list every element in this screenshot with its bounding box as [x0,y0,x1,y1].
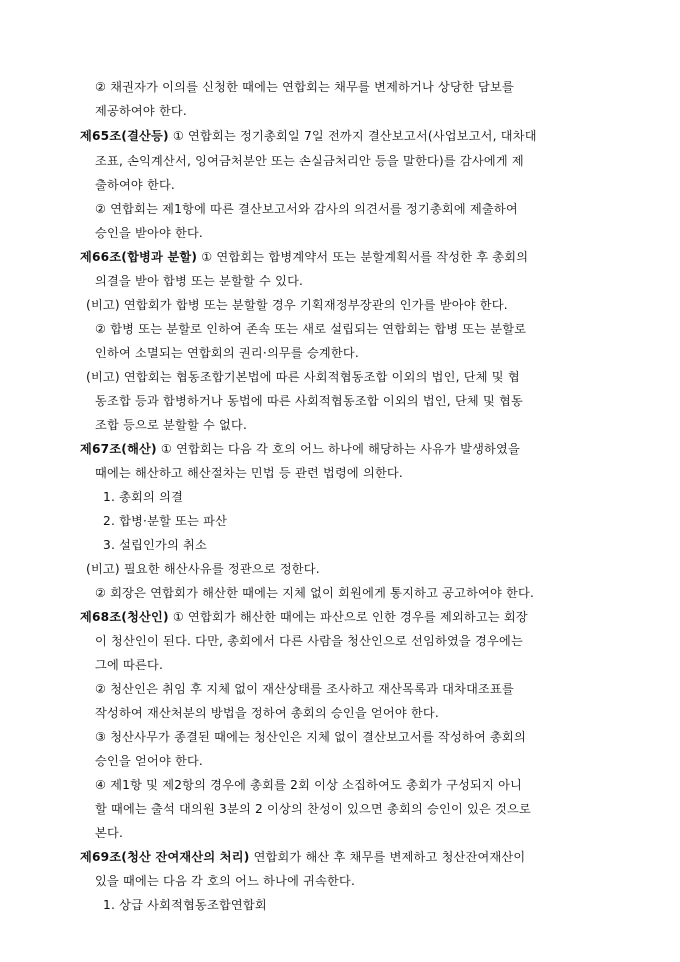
article-67-line: 때에는 해산하고 해산절차는 민법 등 관련 법령에 의한다. [95,466,403,480]
list-item: 3. 설립인가의 취소 [103,538,207,552]
article-69-heading-line: 제69조(청산 잔여재산의 처리) 연합회가 해산 후 채무를 변제하고 청산잔여재산이 [80,850,526,864]
article-68-clause-4-line: ④ 제1항 및 제2항의 경우에 총회를 2회 이상 소집하여도 총회가 구성되지 아니 [95,778,523,792]
article-68-clause-4-line: 본다. [95,826,124,840]
article-68-clause-3-line: ③ 청산사무가 종결된 때에는 청산인은 지체 없이 결산보고서를 작성하여 총회의 [95,730,526,744]
article-65-clause-2-line: ② 연합회는 제1항에 따른 결산보고서와 감사의 의견서를 정기총회에 제출하여 [95,202,518,216]
article-66-remark-2: 조합 등으로 분할할 수 없다. [95,418,248,432]
article-69-line: 있을 때에는 다음 각 호의 어느 하나에 귀속한다. [95,874,356,888]
list-item: 1. 총회의 의결 [103,490,184,504]
article-69-title: 제69조(청산 잔여재산의 처리) [80,850,250,864]
article-67-remark: (비고) 필요한 해산사유를 정관으로 정한다. [86,562,320,576]
article-68-clause-3-line: 승인을 얻어야 한다. [95,754,204,768]
article-66-remark-2: (비고) 연합회는 협동조합기본법에 따른 사회적협동조합 이외의 법인, 단체 및 협 [86,370,520,384]
article-65-clause-2-line: 승인을 받아야 한다. [95,226,204,240]
article-66-remark-2: 동조합 등과 합병하거나 동법에 따른 사회적협동조합 이외의 법인, 단체 및 협동 [95,394,523,408]
article-68-clause-2-line: 작성하여 재산처분의 방법을 정하여 총회의 승인을 얻어야 한다. [95,706,439,720]
article-65-line: 출하여야 한다. [95,178,175,192]
article-68-line: 그에 따른다. [95,658,164,672]
list-item: 2. 합병·분할 또는 파산 [103,514,228,528]
article-67-title: 제67조(해산) [80,442,157,456]
article-68-line: 이 청산인이 된다. 다만, 총회에서 다른 사람을 청산인으로 선임하였을 경우에는 [95,634,523,648]
article-68-heading-line: 제68조(청산인) ① 연합회가 해산한 때에는 파산으로 인한 경우를 제외하고는 회장 [80,610,528,624]
article-68-clause-4-line: 할 때에는 출석 대의원 3분의 2 이상의 찬성이 있으면 총회의 승인이 있은 것으로 [95,802,531,816]
article-64-clause-2-line: 제공하여야 한다. [95,104,187,118]
article-66-line: 의결을 받아 합병 또는 분할할 수 있다. [95,274,304,288]
article-68-clause-2-line: ② 청산인은 취임 후 지체 없이 재산상태를 조사하고 재산목록과 대차대조표를 [95,682,514,696]
article-66-remark: (비고) 연합회가 합병 또는 분할할 경우 기획재정부장관의 인가를 받아야 한다. [86,298,508,312]
article-66-heading-line: 제66조(합병과 분할) ① 연합회는 합병계약서 또는 분할계획서를 작성한 후 총회의 [80,250,529,264]
article-68-title: 제68조(청산인) [80,610,169,624]
article-66-title: 제66조(합병과 분할) [80,250,198,264]
article-67-heading-line: 제67조(해산) ① 연합회는 다음 각 호의 어느 하나에 해당하는 사유가 발생하였을 [80,442,520,456]
article-64-clause-2-line: ② 채권자가 이의를 신청한 때에는 연합회는 채무를 변제하거나 상당한 담보를 [95,80,514,94]
article-65-title: 제65조(결산등) [80,129,169,143]
list-item: 1. 상급 사회적협동조합연합회 [103,898,267,912]
article-66-clause-2-line: ② 합병 또는 분할로 인하여 존속 또는 새로 설립되는 연합회는 합병 또는 분할로 [95,322,527,336]
article-66-clause-2-line: 인하여 소멸되는 연합회의 권리·의무를 승계한다. [95,346,359,360]
article-65-heading-line: 제65조(결산등) ① 연합회는 정기총회일 7일 전까지 결산보고서(사업보고서, 대차대 [80,129,537,143]
article-67-clause-2-line: ② 회장은 연합회가 해산한 때에는 지체 없이 회원에게 통지하고 공고하여야 한다. [95,586,535,600]
article-65-line: 조표, 손익계산서, 잉여금처분안 또는 손실금처리안 등을 말한다)를 감사에게 제 [95,154,524,168]
